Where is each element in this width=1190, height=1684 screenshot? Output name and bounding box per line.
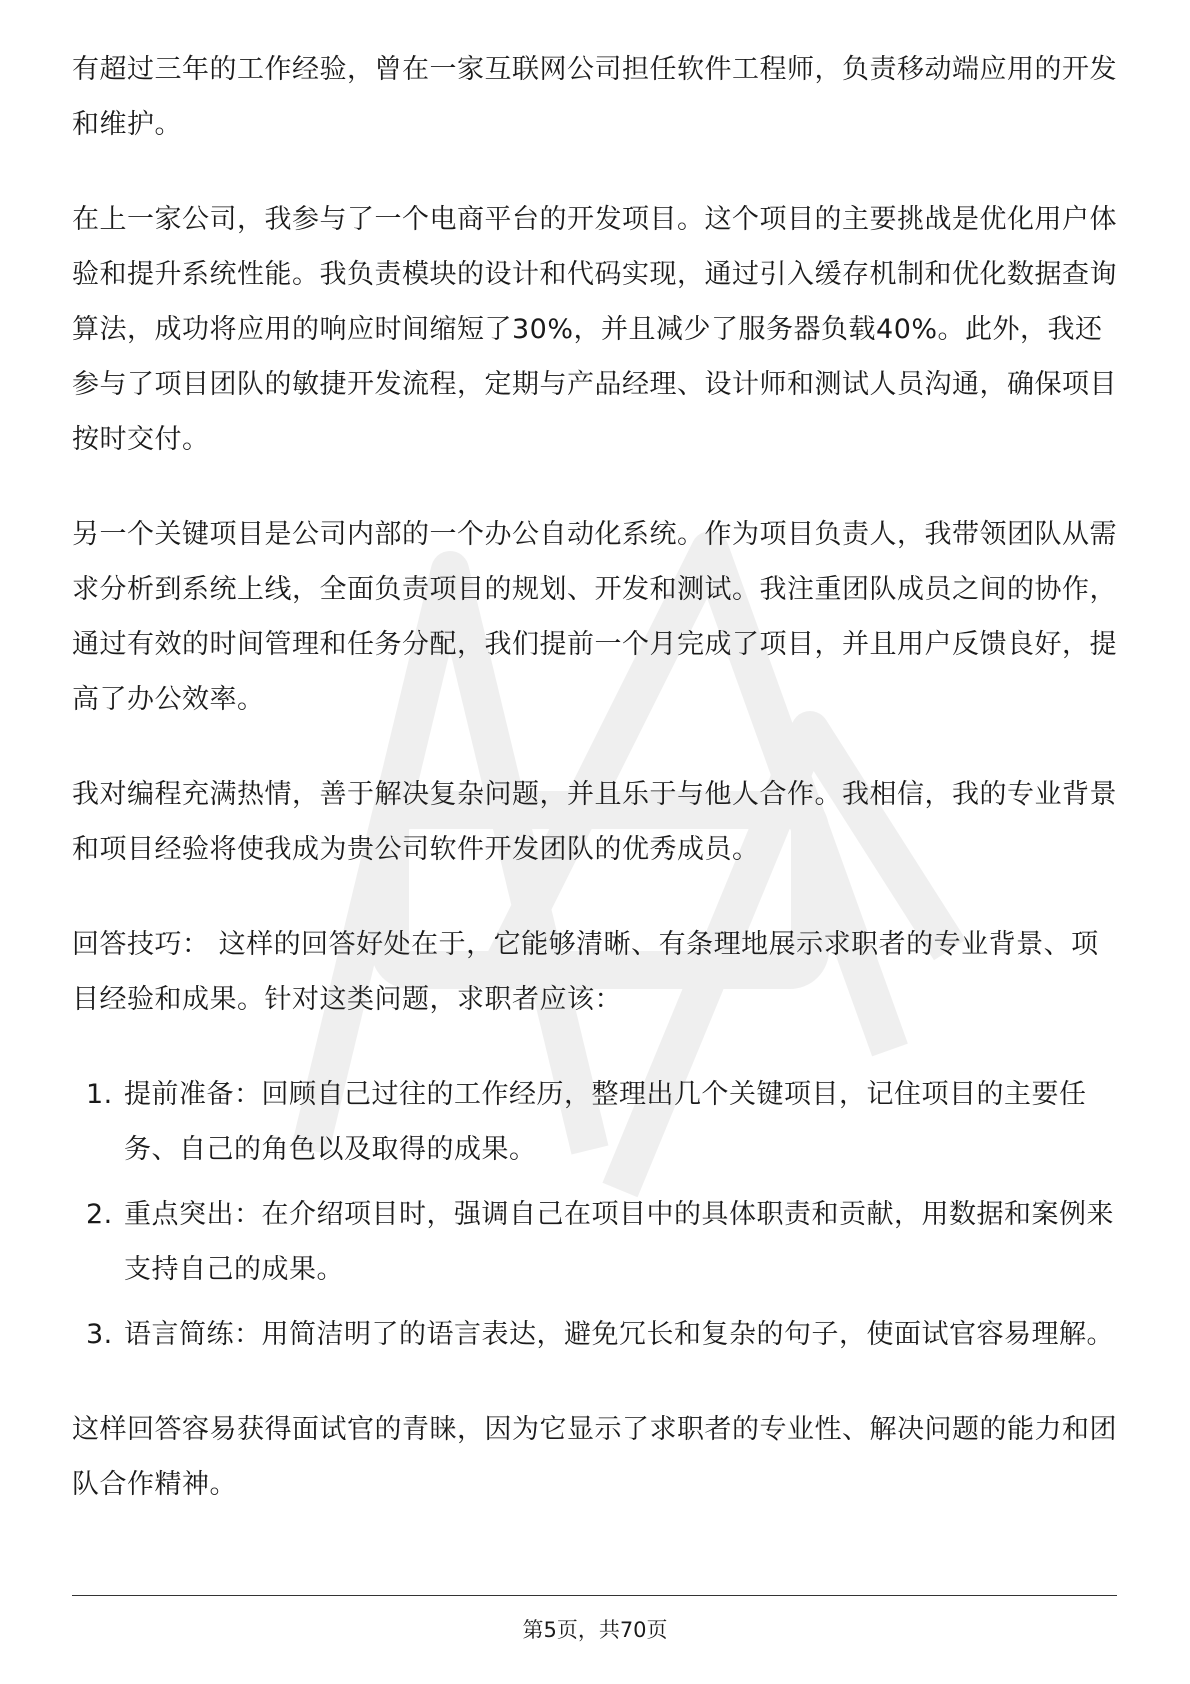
paragraph-closing: 这样回答容易获得面试官的青睐，因为它显示了求职者的专业性、解决问题的能力和团队合作精神。: [72, 1414, 1117, 1500]
list-item: [72, 1187, 1117, 1297]
list-item: [72, 1307, 1117, 1362]
list-item-text: 语言简练：用简洁明了的语言表达，避免冗长和复杂的句子，使面试官容易理解。: [124, 1319, 1114, 1350]
list-item-number: 1.: [86, 1079, 113, 1110]
list-item-number: 3.: [86, 1319, 113, 1350]
list-item-number: 2.: [86, 1199, 113, 1230]
list-item: [72, 1067, 1117, 1177]
paragraph-self-assessment: 我对编程充满热情，善于解决复杂问题，并且乐于与他人合作。我相信，我的专业背景和项目经验将使我成为贵公司软件开发团队的优秀成员。: [72, 779, 1117, 865]
page-number-label: 第5页，共70页: [522, 1618, 668, 1642]
list-item-text: 提前准备：回顾自己过往的工作经历，整理出几个关键项目，记住项目的主要任务、自己的角色以及取得的成果。: [124, 1079, 1087, 1165]
paragraph-office-automation-project: 另一个关键项目是公司内部的一个办公自动化系统。作为项目负责人，我带领团队从需求分析到系统上线，全面负责项目的规划、开发和测试。我注重团队成员之间的协作，通过有效的时间管理和任务分配，我们提前一个月完成了项目，并且用户反馈良好，提高了办公效率。: [72, 519, 1117, 715]
footer-divider: [72, 1595, 1117, 1596]
paragraph-answer-tips-intro: 回答技巧： 这样的回答好处在于，它能够清晰、有条理地展示求职者的专业背景、项目经验和成果。针对这类问题，求职者应该：: [72, 929, 1099, 1015]
paragraph-experience-summary: 有超过三年的工作经验，曾在一家互联网公司担任软件工程师，负责移动端应用的开发和维护。: [72, 54, 1117, 140]
paragraph-ecommerce-project: 在上一家公司，我参与了一个电商平台的开发项目。这个项目的主要挑战是优化用户体验和提升系统性能。我负责模块的设计和代码实现，通过引入缓存机制和优化数据查询算法，成功将应用的响应时间缩短了30%，并且减少了服务器负载40%。此外，我还参与了项目团队的敏捷开发流程，定期与产品经理、设计师和测试人员沟通，确保项目按时交付。: [72, 204, 1117, 455]
list-item-text: 重点突出：在介绍项目时，强调自己在项目中的具体职责和贡献，用数据和案例来支持自己的成果。: [124, 1199, 1114, 1285]
document-body: [72, 42, 1117, 1552]
tips-list: [72, 1067, 1117, 1362]
